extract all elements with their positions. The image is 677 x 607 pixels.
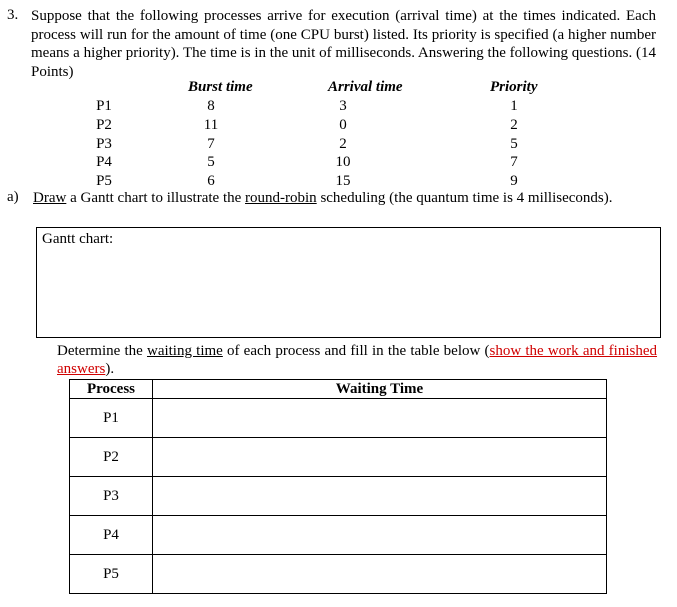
priority-value: 2 (510, 117, 518, 133)
burst-value: 7 (207, 136, 215, 152)
process-cell: P3 (70, 477, 153, 516)
process-row (0, 98, 677, 115)
header-priority: Priority (490, 79, 538, 95)
arrival-value: 15 (335, 173, 351, 189)
question-intro: Suppose that the following processes arrive for execution (arrival time) at the times indicated. Each process will run for the amount of time (one CPU burst) listed. Its priority is specified (a higher number means a higher priority). The time is in the unit of milliseconds. Answering the following questions. (14 Points) (31, 8, 656, 80)
process-row (0, 173, 677, 190)
part-a-text-2: scheduling (the quantum time is 4 milliseconds). (316, 190, 613, 206)
process-row (0, 136, 677, 153)
table-row (70, 516, 607, 555)
priority-value: 1 (510, 98, 518, 114)
burst-value: 5 (207, 154, 215, 170)
process-name: P3 (96, 136, 112, 152)
table-row (70, 555, 607, 594)
process-name: P4 (96, 154, 112, 170)
table-row (70, 438, 607, 477)
gantt-chart-box[interactable] (36, 227, 661, 338)
arrival-value: 0 (339, 117, 347, 133)
burst-value: 11 (203, 117, 219, 133)
waiting-time-cell[interactable] (153, 399, 607, 438)
priority-value: 9 (510, 173, 518, 189)
arrival-value: 3 (339, 98, 347, 114)
burst-value: 8 (207, 98, 215, 114)
determine-text-2: of each process and fill in the table below ( (222, 343, 490, 359)
header-waiting-time: Waiting Time (153, 380, 607, 399)
gantt-chart-label: Gantt chart: (42, 231, 114, 247)
process-row (0, 117, 677, 134)
part-a-text (33, 189, 657, 207)
waiting-time-cell[interactable] (153, 438, 607, 477)
waiting-time-cell[interactable] (153, 477, 607, 516)
header-burst-time: Burst time (188, 79, 253, 95)
process-name: P1 (96, 98, 112, 114)
waiting-time-cell[interactable] (153, 516, 607, 555)
table-row (70, 399, 607, 438)
waiting-time-table (69, 379, 607, 594)
table-row (70, 477, 607, 516)
determine-text-3: ). (105, 361, 115, 377)
process-cell: P2 (70, 438, 153, 477)
priority-value: 5 (510, 136, 518, 152)
process-name: P5 (96, 173, 112, 189)
arrival-value: 10 (335, 154, 351, 170)
arrival-value: 2 (339, 136, 347, 152)
part-a-label: a) (7, 189, 19, 205)
process-cell: P4 (70, 516, 153, 555)
waiting-time-word: waiting time (146, 343, 223, 359)
process-row (0, 154, 677, 171)
determine-text-1: Determine the (57, 343, 147, 359)
question-number: 3. (7, 7, 19, 23)
process-name: P2 (96, 117, 112, 133)
priority-value: 7 (510, 154, 518, 170)
process-cell: P1 (70, 399, 153, 438)
draw-word: Draw (33, 190, 67, 206)
waiting-time-cell[interactable] (153, 555, 607, 594)
header-arrival-time: Arrival time (328, 79, 403, 95)
show-work-text: show the work and finished answers (57, 343, 658, 377)
part-a-text-1: a Gantt chart to illustrate the (66, 190, 246, 206)
determine-text (57, 342, 657, 378)
process-cell: P5 (70, 555, 153, 594)
round-robin-word: round-robin (245, 190, 317, 206)
header-process: Process (70, 380, 153, 399)
waiting-table-header-row (70, 380, 607, 399)
burst-value: 6 (207, 173, 215, 189)
